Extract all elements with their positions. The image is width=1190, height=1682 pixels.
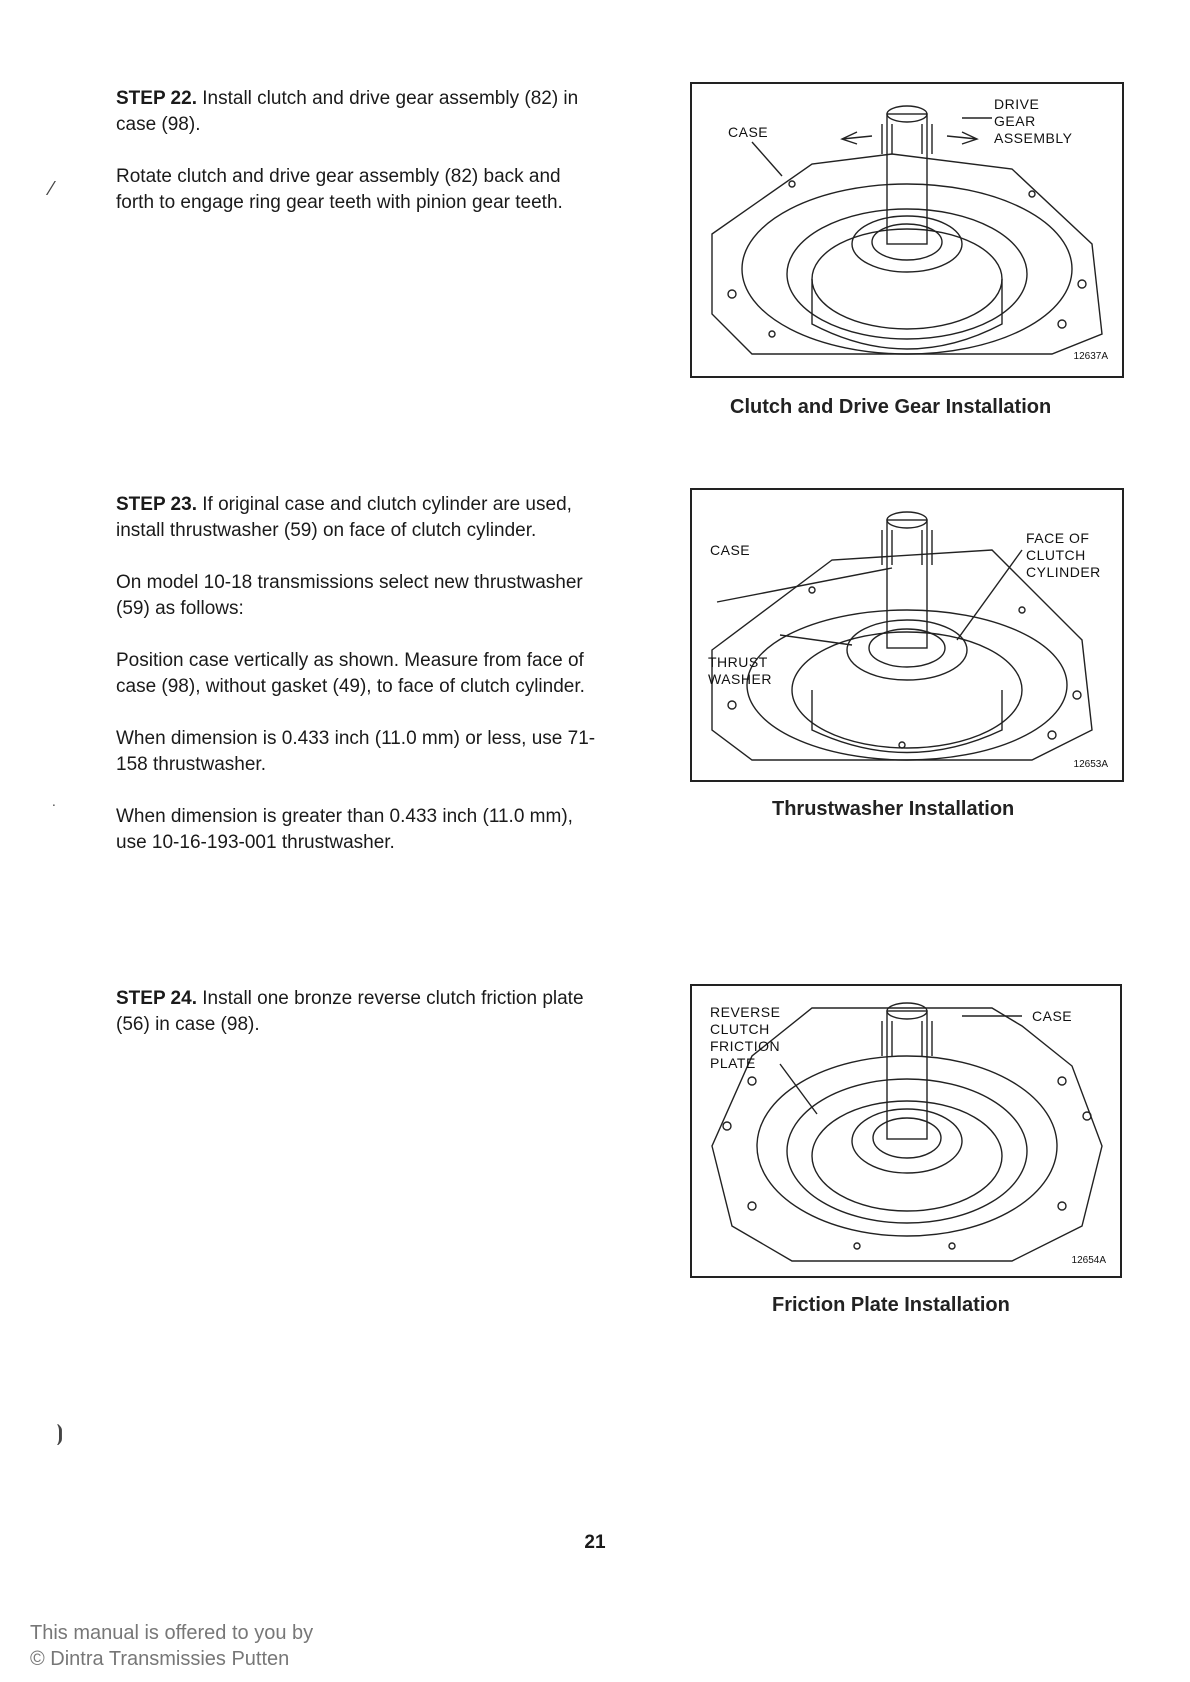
step-24 xyxy=(116,986,598,1064)
step-23-position-text: Position case vertically as shown. Measure from face of case (98), without gasket (49), to face of clutch cylinder. xyxy=(116,650,585,697)
figure-1-label-drive-gear: DRIVE GEAR ASSEMBLY xyxy=(994,96,1073,146)
footer xyxy=(30,1620,313,1672)
step-24-instruction xyxy=(116,986,598,1038)
figure-2-label-case: CASE xyxy=(710,542,751,558)
step-24-text: Install one bronze reverse clutch friction plate (56) in case (98). xyxy=(116,988,584,1035)
scan-mark: ∙ xyxy=(52,796,56,812)
step-23-dimension-less-text: When dimension is 0.433 inch (11.0 mm) or less, use 71-158 thrustwasher. xyxy=(116,728,596,775)
step-22 xyxy=(116,86,598,242)
step-24-label: STEP 24. xyxy=(116,988,197,1009)
step-23-model-text: On model 10-18 transmissions select new thrustwasher (59) as follows: xyxy=(116,572,583,619)
scan-mark: ⦘ xyxy=(56,1420,64,1445)
figure-2-id: 12653A xyxy=(1073,759,1108,770)
figure-2-label-face-of-clutch-cylinder: FACE OF CLUTCH CYLINDER xyxy=(1026,530,1101,580)
step-22-label: STEP 22. xyxy=(116,88,197,109)
step-22-rotate-text: Rotate clutch and drive gear assembly (82) back and forth to engage ring gear teeth with pinion gear teeth. xyxy=(116,166,563,213)
figure-1-caption: Clutch and Drive Gear Installation xyxy=(730,396,1052,418)
step-22-text: Install clutch and drive gear assembly (82) in case (98). xyxy=(116,88,579,135)
figure-3-id: 12654A xyxy=(1071,1255,1106,1266)
figure-2-caption: Thrustwasher Installation xyxy=(772,798,1015,820)
figure-friction-plate xyxy=(690,984,1122,1278)
figure-1-label-case: CASE xyxy=(728,124,769,140)
figure-1-id: 12637A xyxy=(1073,351,1108,362)
figure-3-label-case: CASE xyxy=(1032,1008,1073,1024)
footer-line-1: This manual is offered to you by xyxy=(30,1622,314,1644)
step-23-label: STEP 23. xyxy=(116,494,197,515)
page-number: 21 xyxy=(584,1532,606,1553)
footer-line-2: © Dintra Transmissies Putten xyxy=(30,1648,290,1670)
figure-thrustwasher xyxy=(690,488,1124,782)
figure-2-label-thrust-washer: THRUST WASHER xyxy=(708,654,772,687)
step-23-dimension-greater-text: When dimension is greater than 0.433 inch (11.0 mm), use 10-16-193-001 thrustwasher. xyxy=(116,806,573,853)
figure-3-caption: Friction Plate Installation xyxy=(772,1294,1010,1316)
step-23-text: If original case and clutch cylinder are used, install thrustwasher (59) on face of clutch cylinder. xyxy=(116,494,572,541)
step-22-instruction xyxy=(116,86,598,138)
step-23-instruction xyxy=(116,492,598,544)
scan-mark: ⁄ xyxy=(50,178,54,200)
figure-3-label-reverse-clutch-friction-plate: REVERSE CLUTCH FRICTION PLATE xyxy=(710,1004,781,1071)
figure-clutch-drive-gear xyxy=(690,82,1124,378)
step-23 xyxy=(116,492,598,882)
